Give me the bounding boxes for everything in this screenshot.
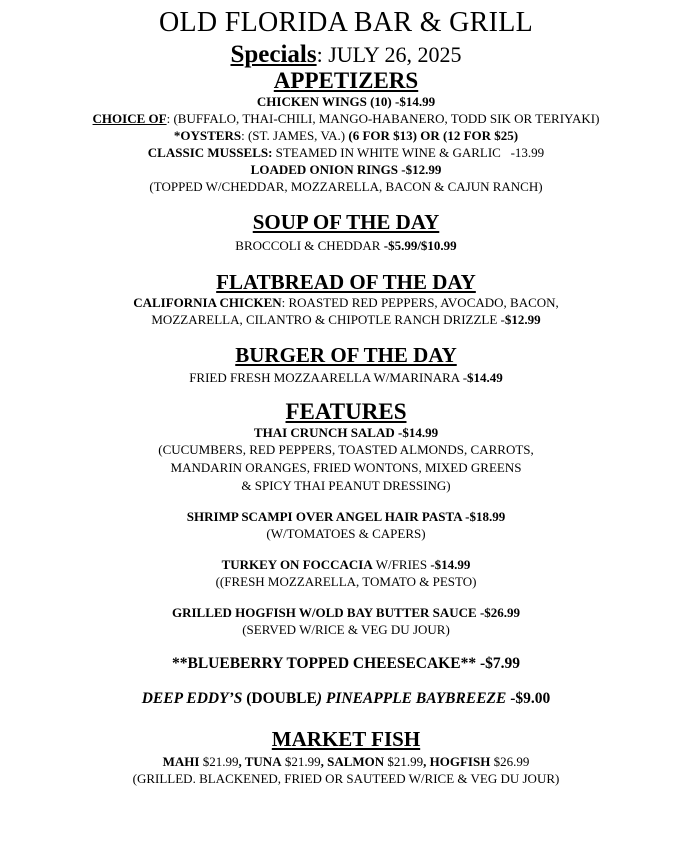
tuna-label: TUNA [244, 754, 282, 769]
appetizers-heading: APPETIZERS [273, 68, 419, 93]
oysters-price: (6 FOR $13) OR (12 FOR $25) [348, 128, 519, 143]
hogfish-desc: (SERVED W/RICE & VEG DU JOUR) [242, 622, 450, 637]
blueberry-cheesecake: **BLUEBERRY TOPPED CHEESECAKE** -$7.99 [172, 655, 520, 672]
choice-of-label: CHOICE OF [92, 111, 167, 126]
mussels-name: CLASSIC MUSSELS: [147, 145, 273, 160]
soup-heading: SOUP OF THE DAY [252, 210, 440, 234]
flatbread-desc-1: : ROASTED RED PEPPERS, AVOCADO, BACON, [281, 295, 559, 310]
drink-price: -$9.00 [510, 690, 551, 707]
salad-desc-2: MANDARIN ORANGES, FRIED WONTONS, MIXED GREENS [170, 460, 522, 475]
turkey-name: TURKEY ON FOCCACIA [221, 557, 373, 572]
specials-label: Specials [230, 41, 317, 68]
salmon-price: $21.99 [384, 754, 424, 769]
features-heading: FEATURES [285, 399, 407, 424]
turkey-desc: ((FRESH MOZZARELLA, TOMATO & PESTO) [215, 574, 477, 589]
grilled-hogfish: GRILLED HOGFISH W/OLD BAY BUTTER SAUCE -$26.99 [171, 605, 521, 620]
shrimp-scampi: SHRIMP SCAMPI OVER ANGEL HAIR PASTA -$18.99 [186, 509, 506, 524]
fish-separator: , [238, 754, 245, 769]
chicken-wings: CHICKEN WINGS (10) -$14.99 [256, 94, 436, 109]
fish-separator: , [423, 754, 430, 769]
burger-item [0, 369, 692, 386]
restaurant-title: OLD FLORIDA BAR & GRILL [158, 7, 534, 38]
turkey-rest: W/FRIES [372, 557, 431, 572]
flatbread-line-1 [0, 294, 692, 311]
flatbread-name: CALIFORNIA CHICKEN [133, 295, 282, 310]
scampi-desc: (W/TOMATOES & CAPERS) [266, 526, 426, 541]
drink-brand: DEEP EDDY’S [141, 690, 247, 707]
fish-separator: , [320, 754, 328, 769]
specials-date: JULY 26, 2025 [328, 42, 462, 67]
oysters-origin: : (ST. JAMES, VA.) [241, 128, 349, 143]
salmon-label: SALMON [327, 754, 385, 769]
thai-crunch-salad: THAI CRUNCH SALAD -$14.99 [253, 425, 439, 440]
flatbread-price: $12.99 [504, 312, 541, 327]
drink-double: (DOUBLE [246, 690, 317, 707]
turkey-foccacia [0, 556, 692, 573]
tuna-price: $21.99 [281, 754, 321, 769]
market-fish-prep: (GRILLED. BLACKENED, FRIED OR SAUTEED W/RICE & VEG DU JOUR) [132, 771, 560, 786]
hogfish-label: HOGFISH [429, 754, 491, 769]
burger-heading: BURGER OF THE DAY [235, 343, 457, 367]
drink-name: ) PINEAPPLE BAYBREEZE [316, 690, 511, 707]
mussels-desc: STEAMED IN WHITE WINE & GARLIC -13.99 [272, 145, 545, 160]
mahi-price: $21.99 [199, 754, 239, 769]
salad-desc-1: (CUCUMBERS, RED PEPPERS, TOASTED ALMONDS, CARROTS, [158, 442, 534, 457]
choice-of-text: : (BUFFALO, THAI-CHILI, MANGO-HABANERO, TODD SIK OR TERIYAKI) [166, 111, 600, 126]
deep-eddys-drink [0, 689, 692, 709]
burger-desc: FRIED FRESH MOZZAARELLA W/MARINARA - [189, 370, 468, 385]
classic-mussels [0, 144, 692, 161]
soup-item [0, 237, 692, 254]
hogfish-price: $26.99 [490, 754, 530, 769]
salad-desc-3: & SPICY THAI PEANUT DRESSING) [241, 478, 451, 493]
loaded-onion-rings: LOADED ONION RINGS -$12.99 [250, 162, 442, 177]
wing-sauce-choices [0, 110, 692, 127]
oysters [0, 127, 692, 144]
onion-rings-desc: (TOPPED W/CHEDDAR, MOZZARELLA, BACON & CAJUN RANCH) [149, 179, 543, 194]
market-fish-heading: MARKET FISH [271, 727, 421, 751]
specials-date-line [0, 42, 692, 68]
mahi-label: MAHI [162, 754, 200, 769]
flatbread-heading: FLATBREAD OF THE DAY [216, 270, 476, 294]
specials-separator: : [316, 42, 329, 67]
oysters-name: *OYSTERS [173, 128, 242, 143]
market-fish-prices [0, 753, 692, 770]
flatbread-desc-2: MOZZARELLA, CILANTRO & CHIPOTLE RANCH DRIZZLE - [151, 312, 505, 327]
soup-name: BROCCOLI & CHEDDAR [235, 238, 384, 253]
turkey-price: -$14.99 [430, 557, 471, 572]
soup-price: -$5.99/$10.99 [383, 238, 457, 253]
flatbread-line-2 [0, 311, 692, 328]
burger-price: $14.49 [467, 370, 503, 385]
